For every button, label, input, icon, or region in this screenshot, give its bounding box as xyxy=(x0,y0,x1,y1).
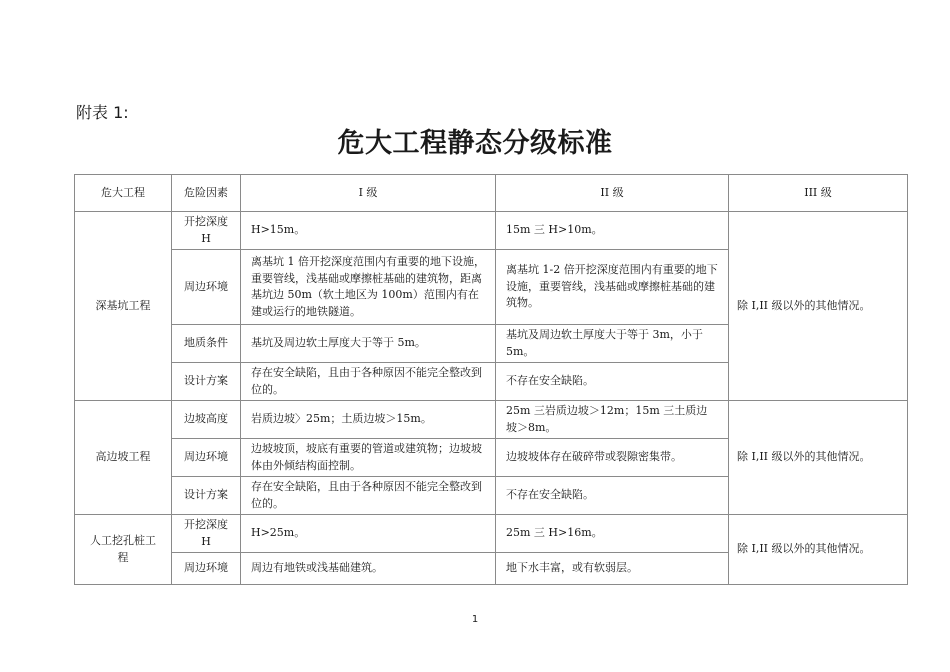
grade2-cell: 不存在安全缺陷。 xyxy=(496,363,729,401)
table-row xyxy=(75,401,908,439)
grading-table xyxy=(74,174,908,585)
grade2-cell: 25m 三岩质边坡＞12m；15m 三土质边坡＞8m。 xyxy=(496,401,729,439)
grade3-cell: 除 I,II 级以外的其他情况。 xyxy=(729,515,908,585)
project-cell: 高边坡工程 xyxy=(75,401,172,515)
table-header-row xyxy=(75,175,908,212)
project-cell: 深基坑工程 xyxy=(75,212,172,401)
factor-cell: 开挖深度 H xyxy=(172,212,241,250)
factor-cell: 地质条件 xyxy=(172,325,241,363)
grade2-cell: 基坑及周边软土厚度大于等于 3m，小于 5m。 xyxy=(496,325,729,363)
header-grade-1: I 级 xyxy=(241,175,496,212)
grade1-cell: H>15m。 xyxy=(241,212,496,250)
header-grade-3: III 级 xyxy=(729,175,908,212)
factor-cell: 边坡高度 xyxy=(172,401,241,439)
grade1-cell: 离基坑 1 倍开挖深度范围内有重要的地下设施，重要管线，浅基础或摩擦桩基础的建筑物，距离基坑边 50m（软土地区为 100m）范围内有在建或运行的地铁隧道。 xyxy=(241,250,496,325)
grade2-cell: 地下水丰富，或有软弱层。 xyxy=(496,553,729,585)
factor-cell: 周边环境 xyxy=(172,553,241,585)
factor-cell: 设计方案 xyxy=(172,363,241,401)
grade1-cell: H>25m。 xyxy=(241,515,496,553)
grade2-cell: 25m 三 H>16m。 xyxy=(496,515,729,553)
grade2-cell: 不存在安全缺陷。 xyxy=(496,477,729,515)
factor-cell: 周边环境 xyxy=(172,439,241,477)
grade1-cell: 周边有地铁或浅基础建筑。 xyxy=(241,553,496,585)
header-factor: 危险因素 xyxy=(172,175,241,212)
grade1-cell: 存在安全缺陷，且由于各种原因不能完全整改到位的。 xyxy=(241,363,496,401)
grade1-cell: 岩质边坡〉25m；土质边坡＞15m。 xyxy=(241,401,496,439)
appendix-label: 附表 1: xyxy=(76,103,129,122)
page-number: 1 xyxy=(471,614,479,625)
table-row xyxy=(75,515,908,553)
grade1-cell: 基坑及周边软土厚度大于等于 5m。 xyxy=(241,325,496,363)
factor-cell: 开挖深度 H xyxy=(172,515,241,553)
factor-cell: 设计方案 xyxy=(172,477,241,515)
grade2-cell: 15m 三 H>10m。 xyxy=(496,212,729,250)
page-title: 危大工程静态分级标准 xyxy=(337,128,613,159)
factor-cell: 周边环境 xyxy=(172,250,241,325)
table-row xyxy=(75,212,908,250)
header-project: 危大工程 xyxy=(75,175,172,212)
project-cell: 人工挖孔桩工程 xyxy=(75,515,172,585)
grade1-cell: 边坡坡顶，坡底有重要的管道或建筑物；边坡坡体由外倾结构面控制。 xyxy=(241,439,496,477)
grade2-cell: 边坡坡体存在破碎带或裂隙密集带。 xyxy=(496,439,729,477)
grade3-cell: 除 I,II 级以外的其他情况。 xyxy=(729,401,908,515)
grade3-cell: 除 I,II 级以外的其他情况。 xyxy=(729,212,908,401)
grade1-cell: 存在安全缺陷，且由于各种原因不能完全整改到位的。 xyxy=(241,477,496,515)
grade2-cell: 离基坑 1-2 倍开挖深度范围内有重要的地下设施，重要管线，浅基础或摩擦桩基础的建筑物。 xyxy=(496,250,729,325)
header-grade-2: II 级 xyxy=(496,175,729,212)
